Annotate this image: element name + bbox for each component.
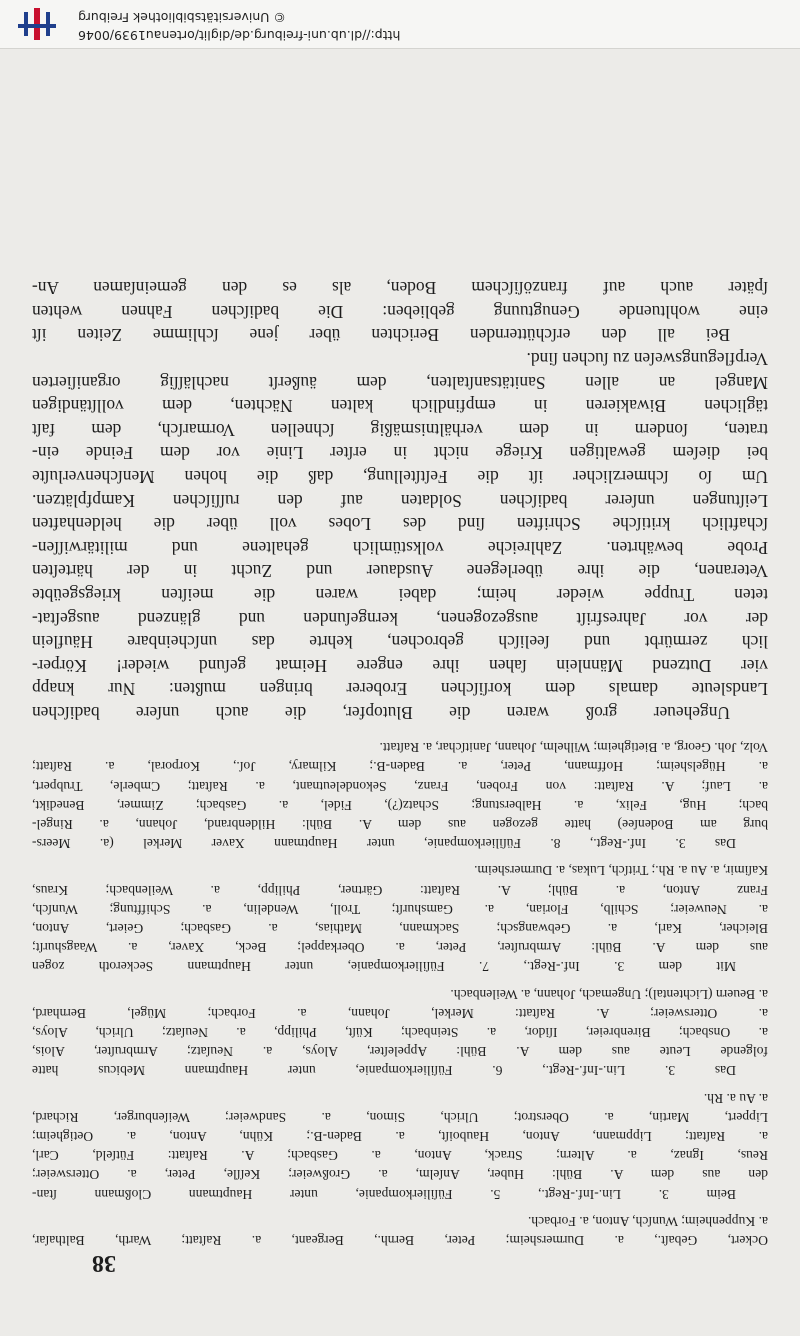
university-library-logo-icon	[14, 6, 60, 42]
text-line: Bleicher, Karl, a. Gebwangsch; Sackmann, Mathias, a. Gasbach; Geiert, Anton,	[32, 920, 768, 936]
source-bar	[0, 0, 800, 49]
text-line: teten Truppe wieder heim; dabei waren die meiſten kriegsgeübte	[32, 584, 768, 605]
text-line: bei dieſem gewaltigen Kriege nicht in erſter Linie vor dem Feinde ein-	[32, 443, 768, 464]
text-line: a. Raſtatt; Lippmann, Anton, Hauboiſt, a. Baden-B.; Kühn, Anton, a. Oetigheim;	[32, 1128, 768, 1144]
text-line: a. Lauf; A. Raſtatt: von Froben, Franz, Sekondeleutnant, a. Raſtatt; Cmberle, Trubpert,	[32, 778, 768, 794]
text-line: ſpäter auch auf franzöſiſchem Boden, als es den gemeinſamen An-	[32, 278, 768, 299]
text-line: Ungeheuer groß waren die Blutopfer, die auch unſere badiſchen	[32, 702, 730, 723]
text-line: täglichen Biwakieren in empfindlich kalten Nächten, dem vollſtändigen	[32, 396, 768, 417]
text-line: a. Neuweier; Schilb, Florian, a. Gamshurſt; Troll, Wendelin, a. Schifftung; Wunſch,	[32, 901, 768, 917]
text-line: vier Dutzend Männlein ſahen ihre engere Heimat geſund wieder! Körper-	[32, 655, 768, 676]
roster-paragraph	[32, 861, 768, 976]
text-line: a. Kuppenheim; Wunſch, Anton, a. Forbach.	[527, 1213, 768, 1229]
text-line: Veteranen, die ihre überlegene Ausdauer und Zucht in der härteſten	[32, 561, 768, 582]
text-line: Reus, Ignaz, a. Altern; Strack, Anton, a. Gasbach; A. Raſtatt: Fütſeld, Carl,	[32, 1148, 768, 1164]
text-line: Das 3. Inf.-Regt., 8. Füſilierkompanie, unter Hauptmann Xaver Merkel (a. Meers-	[32, 836, 736, 852]
page-number: 38	[92, 1250, 116, 1276]
source-citation	[78, 8, 400, 44]
text-line: Beim 3. Lin.-Inf.-Regt., 5. Füſilierkompanie, unter Hauptmann Cloßmann ſtan-	[32, 1186, 736, 1202]
source-copyright: © Universitätsbibliothek Freiburg	[78, 10, 286, 25]
text-line: Lippert, Martin, a. Oberstrot; Ulrich, Simon, a. Sandweier; Weiſenburger, Richard,	[32, 1109, 768, 1125]
text-line: traten, ſondern in dem verhältnismäßig ſchnellen Vormarſch, dem faſt	[32, 419, 768, 440]
text-line: Verpflegungsweſen zu ſuchen ſind.	[526, 349, 768, 370]
text-line: a. Beuern (Lichtental); Ungemach, Johann, a. Weilenbach.	[450, 986, 768, 1002]
source-url[interactable]: http://dl.ub.uni-freiburg.de/diglit/ortenau1939/0046	[78, 28, 401, 43]
roster-paragraph	[32, 1212, 768, 1250]
roster-paragraph	[32, 984, 768, 1080]
text-line: Leiſtungen unſerer badiſchen Soldaten auf den ruſſiſchen Kampfplätzen.	[32, 490, 768, 511]
text-line: Um ſo ſchmerzlicher iſt die Feſtſtellung, daß die hohen Menſchenverluſte	[32, 466, 768, 487]
text-line: Kaſimir, a. Au a. Rh.; Tritſch, Lukas, a. Durmersheim.	[474, 863, 768, 879]
text-line: aus dem A. Bühl: Armbruſter, Peter, a. Oberkappel; Beck, Xaver, a. Waagshurſt;	[32, 940, 768, 956]
text-line: eine wohltuende Genugtuung geblieben: Die badiſchen Fahnen wehten	[32, 301, 768, 322]
text-line: Ockert, Gebaſt., a. Durmersheim; Peter, Bernh., Bergeant, a. Raſtatt; Warth, Balthaſar,	[32, 1233, 768, 1248]
text-line: Das 3. Lin.-Inf.-Regt., 6. Füſilierkompanie, unter Hauptmann Mebicus hatte	[32, 1063, 736, 1079]
text-line: folgende Leute aus dem A. Bühl: Appeleſter, Aloys, a. Neuſatz; Armbruſter, Alois,	[32, 1044, 768, 1060]
roster-paragraph	[32, 738, 768, 853]
text-line: ſchaftlich kritiſche Schriften ſind des Lobes voll über die heldenhaften	[32, 514, 768, 535]
main-text-section	[32, 276, 768, 724]
text-line: a. Au a. Rh.	[703, 1090, 768, 1106]
roster-section	[32, 738, 768, 1250]
text-line: a. Hügelsheim; Hoffmann, Peter, a. Baden-B.; Kilmary, Joſ., Korporal, a. Raſtatt;	[32, 759, 768, 775]
text-line: Bei all den erſchütternden Berichten über jene ſchlimme Zeiten iſt	[32, 325, 730, 346]
text-line: bach; Hug, Felix, a. Halberstung; Schatz(?), Fidel, a. Gasbach; Zimmer, Benedikt,	[32, 797, 768, 813]
body-paragraph	[32, 346, 768, 724]
text-line: a. Ottersweier; A. Raſtatt: Merkel, Johann, a. Forbach; Mügel, Bernhard,	[32, 1005, 768, 1021]
text-line: Volz, Joh. Georg, a. Bietigheim; Wilhelm, Johann, Janitſchar, a. Raſtatt.	[379, 740, 768, 756]
text-line: Franz Anton, a. Bühl; A. Raſtatt: Gärtner, Philipp, a. Weilenbach; Kraus,	[32, 882, 768, 898]
text-line: der vor Jahresfriſt ausgezogenen, kerngeſunden und glänzend ausgeſtat-	[32, 608, 768, 629]
text-line: burg am Bodenſee) hatte gezogen aus dem A. Bühl: Hildenbrand, Johann, a. Ringel-	[32, 816, 768, 832]
text-line: Mit dem 3. Inf.-Regt., 7. Füſilierkompanie, unter Hauptmann Seckeroth zogen	[32, 959, 736, 975]
text-line: a. Onsbach; Birenbreier, Iſidor, a. Steinbach; Küſt, Philipp, a. Neuſatz; Ulrich, Aloys,	[32, 1024, 768, 1040]
text-line: Probe bewährten. Zahlreiche volkstümlich gehaltene und militärwiſſen-	[32, 537, 768, 558]
roster-paragraph	[32, 1088, 768, 1203]
text-line: lich zermürbt und ſeeliſch gebrochen, kehrte das unſcheinbare Häuflein	[32, 632, 768, 653]
text-line: Mangel an allen Sanitätsanſtalten, dem äußerſt nachläſſig organiſierten	[32, 372, 768, 393]
text-line: den aus dem A. Bühl: Huber, Anſelm, a. Großweier; Keſſle, Peter, a. Ottersweier;	[32, 1167, 768, 1183]
text-line: Landsleute damals dem korſiſchen Eroberer bringen mußten: Nur knapp	[32, 679, 768, 700]
body-paragraph	[32, 276, 768, 347]
page-body	[32, 276, 768, 1250]
